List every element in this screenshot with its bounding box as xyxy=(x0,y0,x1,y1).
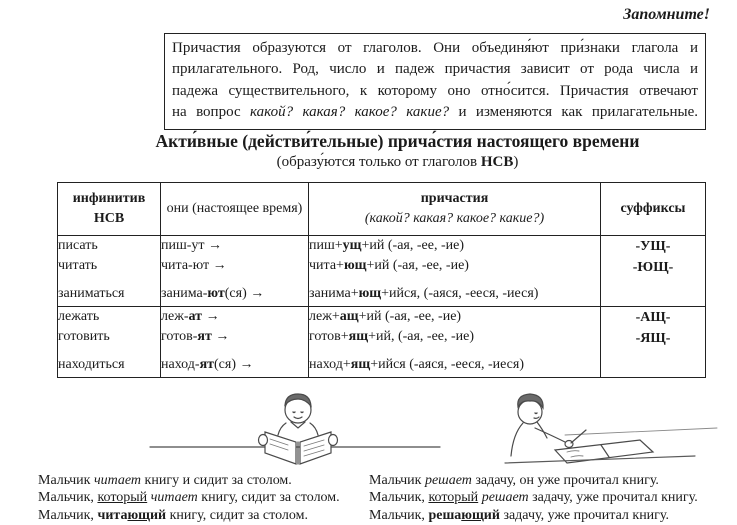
cell-infinitives-row2: лежать готовить находиться xyxy=(58,307,161,378)
example-sentence-left-3: Мальчик, читающий книгу, сидит за столом. xyxy=(38,507,308,523)
cell-participles-row1: пиш+ущ+ий (-ая, -ее, -ие) чита+ющ+ий (-ая, -ее, -ие) занима+ющ+ийся, (-аяся, -ееся, -иеся) xyxy=(309,236,601,307)
header-suffixes: суффиксы xyxy=(601,183,706,236)
example-sentence-right-2: Мальчик, который решает задачу, уже прочитал книгу. xyxy=(369,490,698,506)
examples-left xyxy=(38,472,340,524)
cell-suffixes-row2: -АЩ- -ЯЩ- xyxy=(601,307,706,378)
cell-present-row1: пиш-ут → чита-ют → занима-ют(ся) → xyxy=(161,236,309,307)
cell-present-row2: леж-ат → готов-ят → наход-ят(ся) → xyxy=(161,307,309,378)
participle-table xyxy=(57,182,706,378)
table-row-usch-yusch xyxy=(58,236,706,307)
example-sentence-left-1: Мальчик читает книгу и сидит за столом. xyxy=(38,473,292,488)
boy-reading-illustration xyxy=(148,391,443,469)
example-sentence-right-1: Мальчик решает задачу, он уже прочитал книгу. xyxy=(369,473,659,488)
header-participles: причастия (какой? какая? какое? какие?) xyxy=(309,183,601,236)
page-subtitle: (образу́ются только от глаголов НСВ) xyxy=(276,154,519,170)
table-row-asch-yasch xyxy=(58,307,706,378)
header-infinitive-nsv: инфинитив НСВ xyxy=(58,183,161,236)
cell-participles-row2: леж+ащ+ий (-ая, -ее, -ие) готов+ящ+ий, (-ая, -ее, -ие) наход+ящ+ийся (-аяся, -ееся, -иеся) xyxy=(309,307,601,378)
boy-writing-illustration xyxy=(455,388,725,470)
remember-heading: Запомните! xyxy=(623,6,710,23)
examples-right xyxy=(369,472,698,524)
cell-infinitives-row1: писать читать заниматься xyxy=(58,236,161,307)
header-present-tense: они (настоящее время) xyxy=(161,183,309,236)
example-sentence-right-3: Мальчик, решающий задачу, уже прочитал книгу. xyxy=(369,507,670,523)
page-title: Акти́вные (действи́тельные) прича́стия настоящего времени xyxy=(155,131,640,151)
example-sentence-left-2: Мальчик, который читает книгу, сидит за столом. xyxy=(38,490,340,506)
table-header-row xyxy=(58,183,706,236)
cell-suffixes-row1: -УЩ- -ЮЩ- xyxy=(601,236,706,307)
intro-box: Причастия образуются от глаголов. Они объединя́ют при́знаки глагола и прилагательного. Род, число и падеж причастия зависит от рода числа и падежа существительного, к которому оно отно́сится. Причастия отвечают на вопрос какой? какая? какое? какие? и изменяются как прилагательные. xyxy=(164,33,706,130)
